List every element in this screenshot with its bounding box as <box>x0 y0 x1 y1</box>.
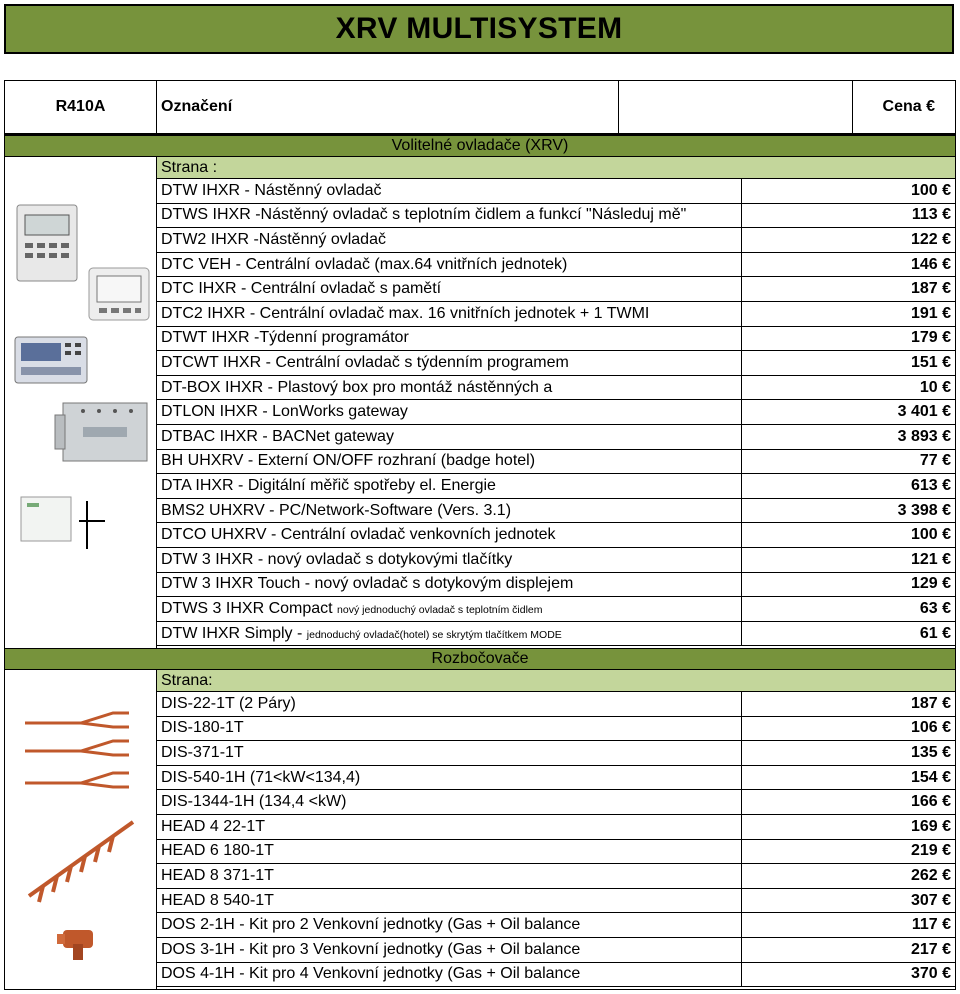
product-price: 135 € <box>741 741 955 765</box>
product-name: DTLON IHXR - LonWorks gateway <box>161 403 408 421</box>
table-row <box>157 277 955 302</box>
section-band-distributors: Rozbočovače <box>5 648 955 670</box>
product-name: DOS 2-1H - Kit pro 2 Venkovní jednotky (Gas + Oil balance <box>161 916 581 934</box>
product-name: HEAD 8 371-1T <box>161 866 274 884</box>
oil-balance-kit-image <box>53 916 103 966</box>
product-name: DTW IHXR - Nástěnný ovladač <box>161 181 382 199</box>
header-blank <box>619 81 853 135</box>
table-row <box>157 425 955 450</box>
product-price: 117 € <box>741 913 955 937</box>
price-table <box>4 80 956 990</box>
product-name: DTC2 IHXR - Centrální ovladač max. 16 vnitřních jednotek + 1 TWMI <box>161 304 650 322</box>
product-name: DTC VEH - Centrální ovladač (max.64 vnitřních jednotek) <box>161 255 568 273</box>
table-row <box>157 228 955 253</box>
table-row <box>157 548 955 573</box>
product-name: DTCWT IHXR - Centrální ovladač s týdenním programem <box>161 353 569 371</box>
product-price: 187 € <box>741 692 955 716</box>
product-price: 61 € <box>741 622 955 646</box>
product-note: nový jednoduchý ovladač s teplotním čidlem <box>337 603 543 616</box>
product-price: 3 893 € <box>741 425 955 449</box>
product-price: 113 € <box>741 204 955 228</box>
header-oznaceni: Označení <box>157 81 619 135</box>
page-title: XRV MULTISYSTEM <box>335 12 623 45</box>
table-row <box>157 523 955 548</box>
product-name: DIS-1344-1H (134,4 <kW) <box>161 793 347 811</box>
header-manifold-image <box>21 816 141 906</box>
product-price: 3 401 € <box>741 400 955 424</box>
product-price: 100 € <box>741 523 955 547</box>
table-row <box>157 400 955 425</box>
product-price: 77 € <box>741 450 955 474</box>
product-price: 613 € <box>741 474 955 498</box>
product-price: 121 € <box>741 548 955 572</box>
central-controller-image <box>87 266 151 322</box>
product-name: BH UHXRV - Externí ON/OFF rozhraní (badge hotel) <box>161 452 536 470</box>
table-row <box>157 204 955 229</box>
table-row <box>157 302 955 327</box>
product-name: HEAD 6 180-1T <box>161 842 274 860</box>
product-price: 154 € <box>741 766 955 790</box>
product-price: 10 € <box>741 376 955 400</box>
section-strana-distributors: Strana: <box>157 670 955 692</box>
header-r410a: R410A <box>5 81 157 135</box>
table-row <box>157 327 955 352</box>
page-title-bar <box>4 4 954 54</box>
table-row <box>157 351 955 376</box>
table-row <box>157 815 955 840</box>
table-row <box>157 597 955 622</box>
table-row <box>157 913 955 938</box>
product-name: HEAD 8 540-1T <box>161 891 274 909</box>
product-price: 262 € <box>741 864 955 888</box>
branch-pipe-image <box>21 701 131 811</box>
table-row <box>157 766 955 791</box>
wall-controller-image <box>15 203 79 283</box>
table-row <box>157 889 955 914</box>
product-name: DTW 3 IHXR - nový ovladač s dotykovými tlačítky <box>161 550 513 568</box>
table-row <box>157 717 955 742</box>
product-price: 151 € <box>741 351 955 375</box>
product-name: HEAD 4 22-1T <box>161 817 266 835</box>
product-price: 100 € <box>741 179 955 203</box>
product-price: 3 398 € <box>741 499 955 523</box>
product-price: 179 € <box>741 327 955 351</box>
product-name: DTWS IHXR -Nástěnný ovladač s teplotním čidlem a funkcí "Následuj mě" <box>161 206 687 224</box>
weekly-programmer-image <box>13 333 89 389</box>
product-name: DTW 3 IHXR Touch - nový ovladač s dotykovým displejem <box>161 575 574 593</box>
energy-meter-image <box>17 491 107 551</box>
table-row <box>157 963 955 988</box>
product-name: DTW2 IHXR -Nástěnný ovladač <box>161 230 386 248</box>
header-cena: Cena € <box>853 81 955 135</box>
table-row <box>157 741 955 766</box>
gateway-box-image <box>53 397 151 467</box>
product-name: DOS 3-1H - Kit pro 3 Venkovní jednotky (Gas + Oil balance <box>161 940 581 958</box>
product-name: DIS-22-1T (2 Páry) <box>161 694 296 712</box>
section-band-controllers: Volitelné ovladače (XRV) <box>5 135 955 157</box>
product-price: 166 € <box>741 790 955 814</box>
product-name: DIS-180-1T <box>161 719 244 737</box>
table-row <box>157 938 955 963</box>
product-name: DIS-540-1H (71<kW<134,4) <box>161 768 361 786</box>
product-price: 217 € <box>741 938 955 962</box>
product-name: DTBAC IHXR - BACNet gateway <box>161 427 394 445</box>
product-price: 169 € <box>741 815 955 839</box>
table-row <box>157 790 955 815</box>
table-row <box>157 179 955 204</box>
table-row <box>157 450 955 475</box>
table-row <box>157 499 955 524</box>
product-name: DTWS 3 IHXR Compact nový jednoduchý ovladač s teplotním čidlem <box>161 599 543 617</box>
table-row <box>157 474 955 499</box>
product-name: DTWT IHXR -Týdenní programátor <box>161 329 409 347</box>
table-row <box>157 692 955 717</box>
product-price: 219 € <box>741 840 955 864</box>
product-price: 307 € <box>741 889 955 913</box>
table-row <box>157 376 955 401</box>
product-price: 106 € <box>741 717 955 741</box>
table-row <box>157 573 955 598</box>
product-name: DTCO UHXRV - Centrální ovladač venkovních jednotek <box>161 526 556 544</box>
product-price: 122 € <box>741 228 955 252</box>
table-row <box>157 864 955 889</box>
product-price: 129 € <box>741 573 955 597</box>
product-name: BMS2 UHXRV - PC/Network-Software (Vers. 3.1) <box>161 501 512 519</box>
product-price: 191 € <box>741 302 955 326</box>
product-name: DTW IHXR Simply - jednoduchý ovladač(hotel) se skrytým tlačítkem MODE <box>161 624 562 642</box>
product-name: DTC IHXR - Centrální ovladač s pamětí <box>161 280 442 298</box>
product-name: DOS 4-1H - Kit pro 4 Venkovní jednotky (Gas + Oil balance <box>161 965 581 983</box>
table-row <box>157 840 955 865</box>
product-price: 146 € <box>741 253 955 277</box>
table-row <box>157 253 955 278</box>
product-price: 370 € <box>741 963 955 987</box>
product-name: DT-BOX IHXR - Plastový box pro montáž nástěnných a <box>161 378 553 396</box>
product-note: jednoduchý ovladač(hotel) se skrytým tlačítkem MODE <box>306 628 562 641</box>
product-price: 187 € <box>741 277 955 301</box>
table-row <box>157 622 955 647</box>
product-name: DIS-371-1T <box>161 743 244 761</box>
product-name: DTA IHXR - Digitální měřič spotřeby el. Energie <box>161 476 496 494</box>
product-price: 63 € <box>741 597 955 621</box>
section-strana-controllers: Strana : <box>157 157 955 179</box>
